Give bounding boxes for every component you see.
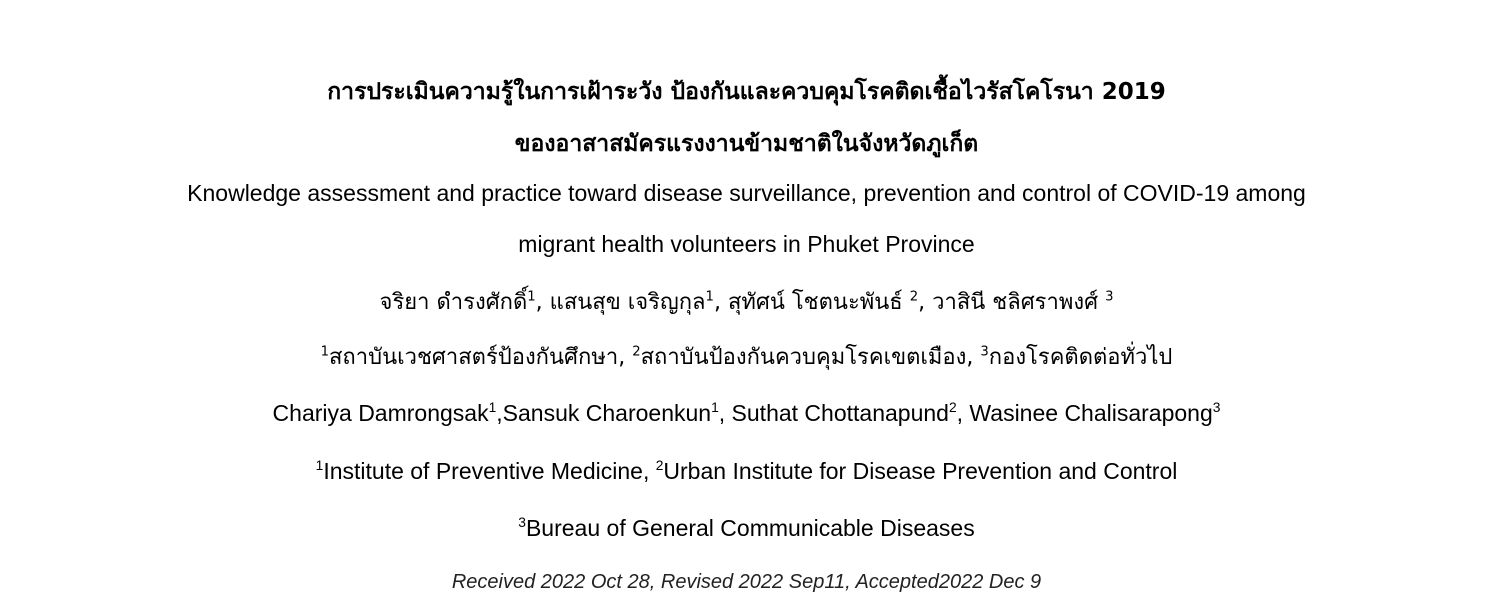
author-affiliation-mark: 1 xyxy=(711,400,719,416)
affiliation-number: 2 xyxy=(655,458,664,474)
affiliation-number: 3 xyxy=(980,344,989,360)
author-name: จริยา ดำรงศักดิ์ xyxy=(379,290,528,315)
thai-title-line-2: ของอาสาสมัครแรงงานข้ามชาติในจังหวัดภูเก็ต xyxy=(514,131,979,157)
english-affiliation-list: $^1$Institute of Preventive Medicine, $^2$Urban Institute for Disease Prevention and Control xyxy=(315,458,1178,484)
author-name: วาสินี ชลิศราพงศ์ xyxy=(932,290,1099,315)
author-affiliation-mark: 1 xyxy=(527,289,536,305)
thai-affiliation-list: $^1$สถาบันเวชศาสตร์ป้องกันศึกษา, $^2$สถาบันป้องกันควบคุมโรคเขตเมือง, $^3$กองโรคติดต่อทั่วไป xyxy=(320,344,1173,370)
author-affiliation-mark: 1 xyxy=(705,289,714,305)
author-affiliation-mark: 3 xyxy=(1212,400,1221,416)
author-name: สุทัศน์ โชตนะพันธ์ xyxy=(727,290,903,315)
author-affiliation-mark: 1 xyxy=(488,400,497,416)
english-affiliation-3 xyxy=(0,515,1493,542)
author-affiliation-mark: 2 xyxy=(909,289,919,305)
affiliation-number: 2 xyxy=(632,344,641,360)
english-title-line-2: migrant health volunteers in Phuket Province xyxy=(518,231,975,257)
author-name: Chariya Damrongsak xyxy=(272,400,489,426)
affiliation-number: 1 xyxy=(320,344,329,360)
author-name: Wasinee Chalisarapong xyxy=(969,400,1213,426)
affiliation-number: 3 xyxy=(518,515,526,531)
author-name: Suthat Chottanapund xyxy=(731,400,949,426)
submission-dates: Received 2022 Oct 28, Revised 2022 Sep11, Accepted2022 Dec 9 xyxy=(451,571,1042,593)
affiliation-number: 1 xyxy=(315,458,324,474)
affiliation-name: สถาบันเวชศาสตร์ป้องกันศึกษา xyxy=(329,345,619,370)
author-affiliation-mark: 3 xyxy=(1105,289,1114,305)
affiliation-name: Institute of Preventive Medicine xyxy=(323,458,643,484)
thai-author-list: จริยา ดำรงศักดิ์$^1$, แสนสุข เจริญกุล$^1$, สุทัศน์ โชตนะพันธ์ $^2$, วาสินี ชลิศราพงศ์ $^3$ xyxy=(379,289,1114,315)
english-title-line-1: Knowledge assessment and practice toward disease surveillance, prevention and control of COVID-19 among xyxy=(187,180,1306,206)
affiliation-name: Bureau of General Communicable Diseases xyxy=(525,515,975,541)
affiliation-name: สถาบันป้องกันควบคุมโรคเขตเมือง xyxy=(640,345,967,370)
author-name: Sansuk Charoenkun xyxy=(502,400,712,426)
english-author-list: Chariya Damrongsak$^1$,Sansuk Charoenkun$^1$, Suthat Chottanapund$^2$, Wasinee Chalisarapong$^3$ xyxy=(272,400,1221,426)
author-affiliation-mark: 2 xyxy=(948,400,957,416)
affiliation-name: กองโรคติดต่อทั่วไป xyxy=(988,345,1173,370)
thai-title-line-1: การประเมินความรู้ในการเฝ้าระวัง ป้องกันและควบคุมโรคติดเชื้อไวรัสโคโรนา 2019 xyxy=(327,79,1166,105)
affiliation-name: Urban Institute for Disease Prevention and Control xyxy=(663,458,1178,484)
author-name: แสนสุข เจริญกุล xyxy=(549,290,706,315)
